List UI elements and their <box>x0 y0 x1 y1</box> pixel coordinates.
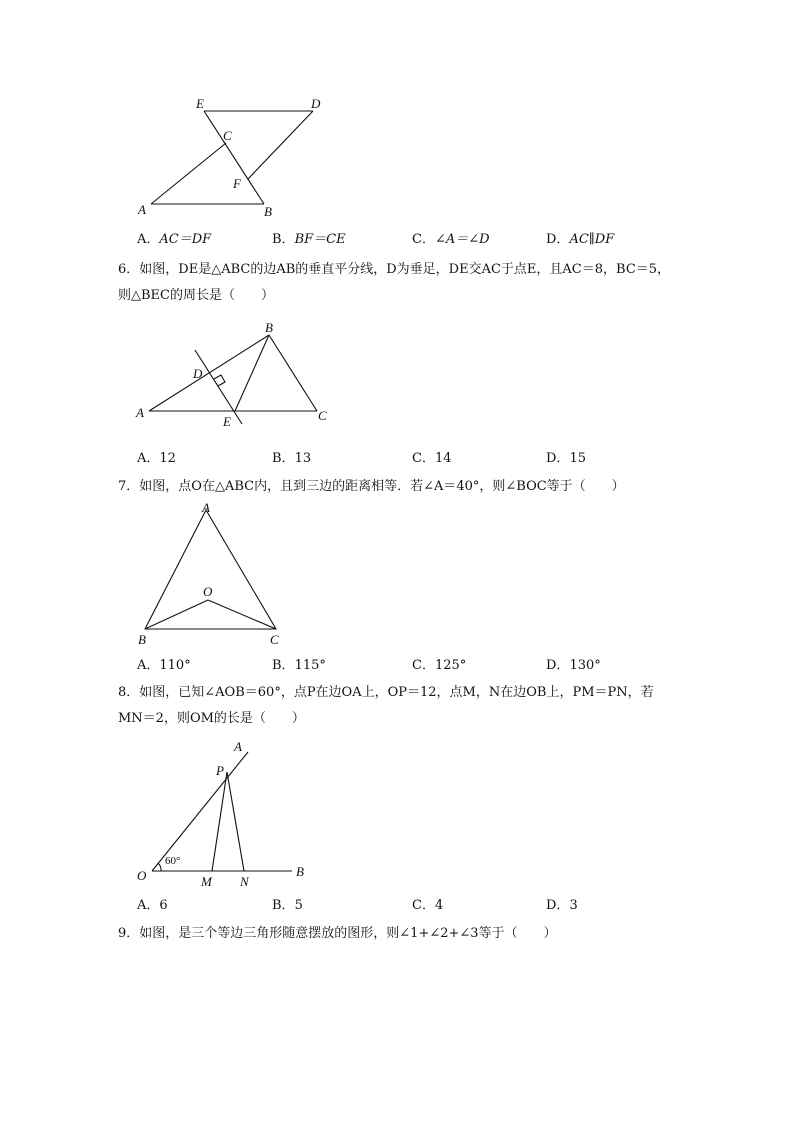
q8-label-N: N <box>240 874 249 889</box>
q5-options <box>0 228 794 248</box>
q7-label-B: B <box>138 632 146 647</box>
q6-figure <box>130 320 340 435</box>
q6-right-angle-mark <box>214 375 225 386</box>
q5-option-c[interactable]: C．∠A＝∠D <box>412 232 490 247</box>
q7-stem: 7．如图，点O在△ABC内，且到三边的距离相等．若∠A＝40°，则∠BOC等于（ ） <box>118 479 625 494</box>
q5-option-b[interactable]: B．BF＝CE <box>272 232 346 247</box>
q8-label-angle: 60° <box>165 855 181 867</box>
q7-option-a[interactable]: A．110° <box>137 658 191 673</box>
q8-label-B: B <box>296 864 304 879</box>
q7-triangle-ABC <box>145 510 276 629</box>
q5-label-E: E <box>196 96 204 111</box>
q6-label-D: D <box>193 366 203 381</box>
q7-line-BO <box>145 600 208 629</box>
q6-options <box>0 447 794 467</box>
q5-label-D: D <box>311 96 321 111</box>
q5-option-a[interactable]: A．AC＝DF <box>137 232 212 247</box>
q8-angle-arc <box>158 863 161 871</box>
q6-option-d[interactable]: D．15 <box>546 451 586 466</box>
q8-figure <box>130 735 330 893</box>
q7-option-c[interactable]: C．125° <box>412 658 467 673</box>
q8-label-A: A <box>234 739 242 754</box>
q8-option-c[interactable]: C．4 <box>412 898 444 913</box>
q5-label-B: B <box>264 204 272 219</box>
q6-option-b[interactable]: B．13 <box>272 451 312 466</box>
q5-label-F: F <box>233 176 241 191</box>
q5-label-C: C <box>223 128 232 143</box>
q6-perpendicular-bisector <box>195 350 242 424</box>
q5-label-A: A <box>138 202 146 217</box>
q6-label-B: B <box>265 320 273 335</box>
q7-label-A: A <box>202 500 210 515</box>
q7-label-C: C <box>270 632 279 647</box>
q6-label-A: A <box>136 405 144 420</box>
q8-option-a[interactable]: A．6 <box>137 898 168 913</box>
q8-options <box>0 894 794 914</box>
q5-line-DF <box>248 111 313 179</box>
q9-stem: 9．如图，是三个等边三角形随意摆放的图形，则∠1+∠2+∠3等于（ ） <box>118 926 557 941</box>
q8-line-PN <box>227 772 244 871</box>
q6-label-C: C <box>318 408 327 423</box>
q8-stem: 8．如图，已知∠AOB＝60°，点P在边OA上，OP＝12，点M，N在边OB上，PM＝PN，若MN＝2，则OM的长是（ ） <box>118 685 654 726</box>
q7-figure <box>130 498 300 650</box>
q5-figure <box>130 90 360 225</box>
q8-label-O: O <box>137 868 147 883</box>
q8-option-d[interactable]: D．3 <box>546 898 578 913</box>
q7-option-d[interactable]: D．130° <box>546 658 601 673</box>
q6-option-c[interactable]: C．14 <box>412 451 452 466</box>
q6-label-E: E <box>223 414 231 429</box>
q6-stem: 6．如图，DE是△ABC的边AB的垂直平分线，D为垂足，DE交AC于点E，且AC＝8，BC＝5，则△BEC的周长是（ ） <box>118 262 671 303</box>
q7-line-CO <box>208 600 276 629</box>
q6-option-a[interactable]: A．12 <box>137 451 176 466</box>
q8-option-b[interactable]: B．5 <box>272 898 303 913</box>
q5-line-AC <box>151 143 226 204</box>
q5-option-d[interactable]: D．AC∥DF <box>546 232 615 247</box>
q7-option-b[interactable]: B．115° <box>272 658 326 673</box>
q7-options <box>0 654 794 674</box>
q7-label-O: O <box>203 584 213 599</box>
q8-label-P: P <box>216 763 224 778</box>
q8-label-M: M <box>201 874 212 889</box>
q6-line-BC <box>269 335 317 411</box>
